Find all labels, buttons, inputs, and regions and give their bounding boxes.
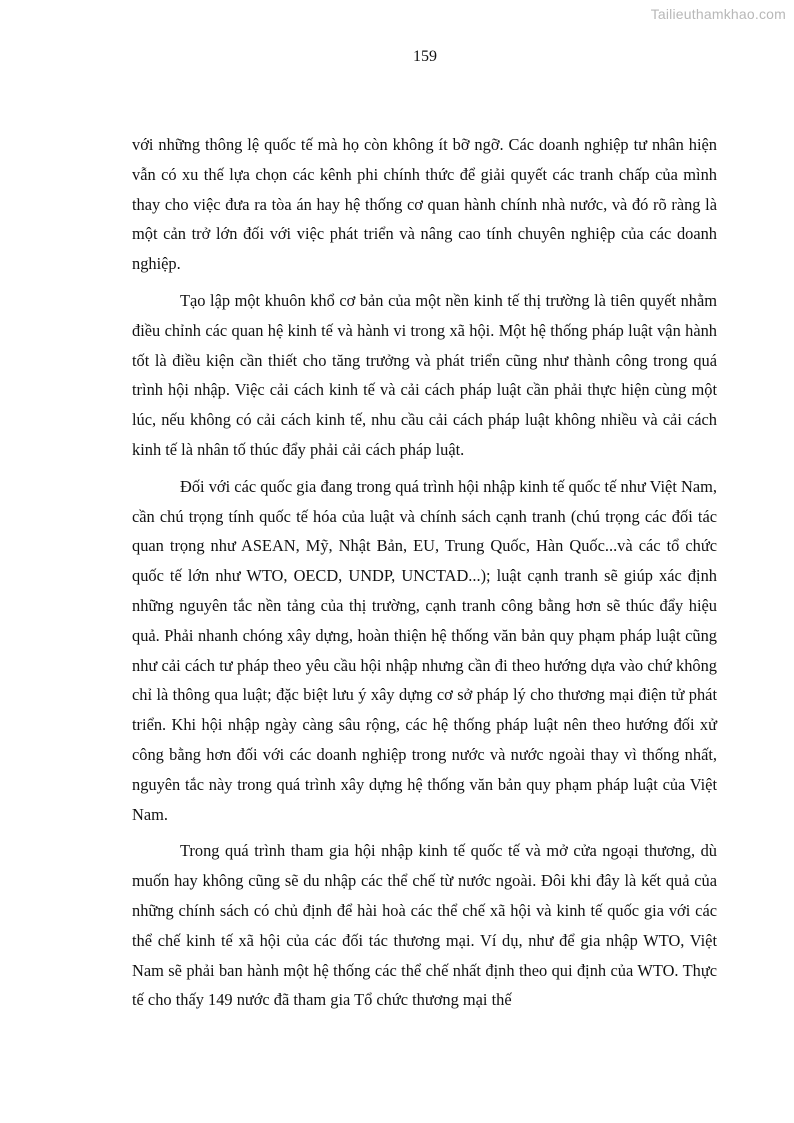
- page-number: 159: [413, 48, 437, 65]
- paragraph-1: với những thông lệ quốc tế mà họ còn không ít bỡ ngỡ. Các doanh nghiệp tư nhân hiện vẫn có xu thế lựa chọn các kênh phi chính thức để giải quyết các tranh chấp của mình thay cho việc đưa ra tòa án hay hệ thống cơ quan hành chính nhà nước, và đó rõ ràng là một cản trở lớn đối với việc phát triển và nâng cao tính chuyên nghiệp của các doanh nghiệp.: [132, 135, 717, 274]
- paragraph-2: Tạo lập một khuôn khổ cơ bản của một nền kinh tế thị trường là tiên quyết nhằm điều chỉnh các quan hệ kinh tế và hành vi trong xã hội. Một hệ thống pháp luật vận hành tốt là điều kiện cần thiết cho tăng trưởng và phát triển cũng như thành công trong quá trình hội nhập. Việc cải cách kinh tế và cải cách pháp luật cần phải thực hiện cùng một lúc, nếu không có cải cách kinh tế, nhu cầu cải cách pháp luật không nhiều và cải cách kinh tế là nhân tố thúc đẩy phải cải cách pháp luật.: [132, 290, 717, 459]
- paragraph-3: Đối với các quốc gia đang trong quá trình hội nhập kinh tế quốc tế như Việt Nam, cần chú trọng tính quốc tế hóa của luật và chính sách cạnh tranh (chú trọng các đối tác quan trọng như ASEAN, Mỹ, Nhật Bản, EU, Trung Quốc, Hàn Quốc...và các tổ chức quốc tế lớn như WTO, OECD, UNDP, UNCTAD...); luật cạnh tranh sẽ giúp xác định những nguyên tắc nền tảng của thị trường, cạnh tranh công bằng hơn sẽ thúc đẩy hiệu quả. Phải nhanh chóng xây dựng, hoàn thiện hệ thống văn bản quy phạm pháp luật cũng như cải cách tư pháp theo yêu cầu hội nhập nhưng cần đi theo hướng dựa vào chứ không chỉ là thông qua luật; đặc biệt lưu ý xây dựng cơ sở pháp lý cho thương mại điện tử phát triển. Khi hội nhập ngày càng sâu rộng, các hệ thống pháp luật nên theo hướng đối xử công bằng hơn đối với các doanh nghiệp trong nước và nước ngoài thay vì thống nhất, nguyên tắc này trong quá trình xây dựng hệ thống văn bản quy phạm pháp luật của Việt Nam.: [132, 476, 717, 824]
- document-body: [132, 130, 717, 1015]
- watermark: Tailieuthamkhao.com: [650, 6, 786, 22]
- paragraph-4: Trong quá trình tham gia hội nhập kinh tế quốc tế và mở cửa ngoại thương, dù muốn hay không cũng sẽ du nhập các thể chế từ nước ngoài. Đôi khi đây là kết quả của những chính sách có chủ định để hài hoà các thể chế xã hội và kinh tế quốc gia với các thể chế kinh tế xã hội của các đối tác thương mại. Ví dụ, như để gia nhập WTO, Việt Nam sẽ phải ban hành một hệ thống các thể chế nhất định theo qui định của WTO. Thực tế cho thấy 149 nước đã tham gia Tổ chức thương mại thế: [132, 841, 717, 1010]
